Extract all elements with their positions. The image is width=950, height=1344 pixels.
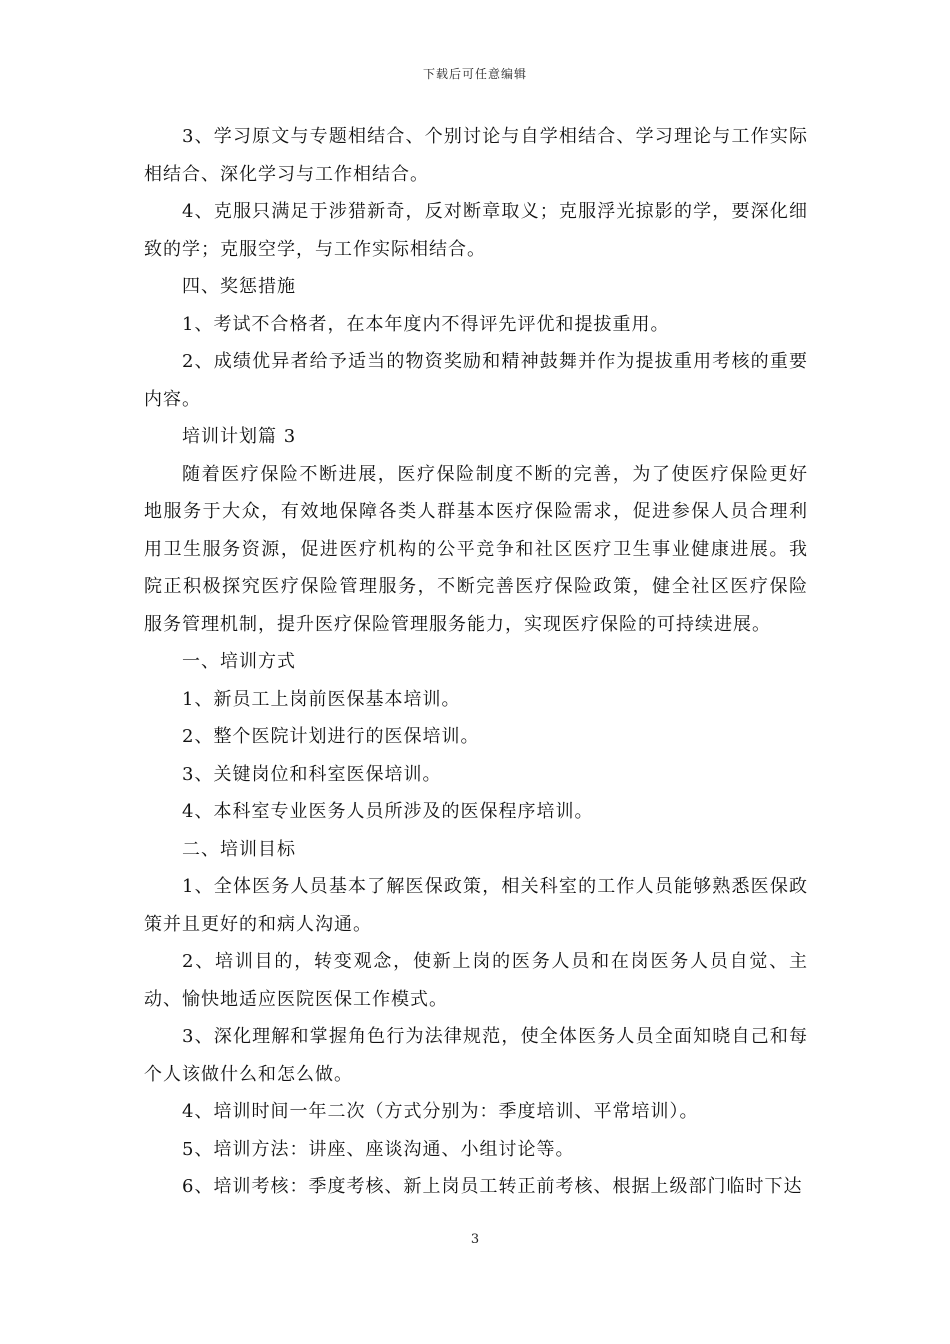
paragraph-goal-4: 4、培训时间一年二次（方式分别为：季度培训、平常培训）。 <box>182 1101 699 1122</box>
paragraph-reward-1: 1、考试不合格者，在本年度内不得评先评优和提拔重用。 <box>182 313 670 335</box>
paragraph-reward-2: 2、成绩优异者给予适当的物资奖励和精神鼓舞并作为提拔重用考核的重要内容。 <box>144 351 808 410</box>
paragraph-method-1: 1、新员工上岗前医保基本培训。 <box>182 688 461 710</box>
section-heading-rewards: 四、奖惩措施 <box>182 276 296 297</box>
page-header-note: 下载后可任意编辑 <box>422 67 527 81</box>
paragraph-intro: 随着医疗保险不断进展，医疗保险制度不断的完善，为了使医疗保险更好地服务于大众，有效地保障各类人群基本医疗保险需求，促进参保人员合理利用卫生服务资源，促进医疗机构的公平竞争和社区医疗卫生事业健康进展。我院正积极探究医疗保险管理服务，不断完善医疗保险政策，健全社区医疗保险服务管理机制，提升医疗保险管理服务能力，实现医疗保险的可持续进展。 <box>144 463 808 635</box>
document-section-title: 培训计划篇 3 <box>182 426 297 447</box>
paragraph-goal-6: 6、培训考核：季度考核、新上岗员工转正前考核、根据上级部门临时下达 <box>182 1176 803 1197</box>
section-heading-training-method: 一、培训方式 <box>182 651 296 672</box>
paragraph-study-method-4: 4、克服只满足于涉猎新奇，反对断章取义；克服浮光掠影的学，要深化细致的学；克服空学，与工作实际相结合。 <box>144 201 808 260</box>
document-body <box>144 118 808 1206</box>
paragraph-goal-1: 1、全体医务人员基本了解医保政策，相关科室的工作人员能够熟悉医保政策并且更好的和病人沟通。 <box>144 876 808 935</box>
paragraph-goal-3: 3、深化理解和掌握角色行为法律规范，使全体医务人员全面知晓自己和每个人该做什么和怎么做。 <box>144 1026 808 1085</box>
paragraph-method-3: 3、关键岗位和科室医保培训。 <box>182 763 442 785</box>
section-heading-training-goal: 二、培训目标 <box>182 838 296 860</box>
page-number: 3 <box>470 1232 480 1247</box>
paragraph-method-4: 4、本科室专业医务人员所涉及的医保程序培训。 <box>182 801 594 822</box>
paragraph-goal-5: 5、培训方法：讲座、座谈沟通、小组讨论等。 <box>182 1138 575 1160</box>
paragraph-method-2: 2、整个医院计划进行的医保培训。 <box>182 726 480 747</box>
paragraph-study-method-3: 3、学习原文与专题相结合、个别讨论与自学相结合、学习理论与工作实际相结合、深化学习与工作相结合。 <box>144 126 808 185</box>
paragraph-goal-2: 2、培训目的，转变观念，使新上岗的医务人员和在岗医务人员自觉、主动、愉快地适应医院医保工作模式。 <box>144 951 808 1010</box>
